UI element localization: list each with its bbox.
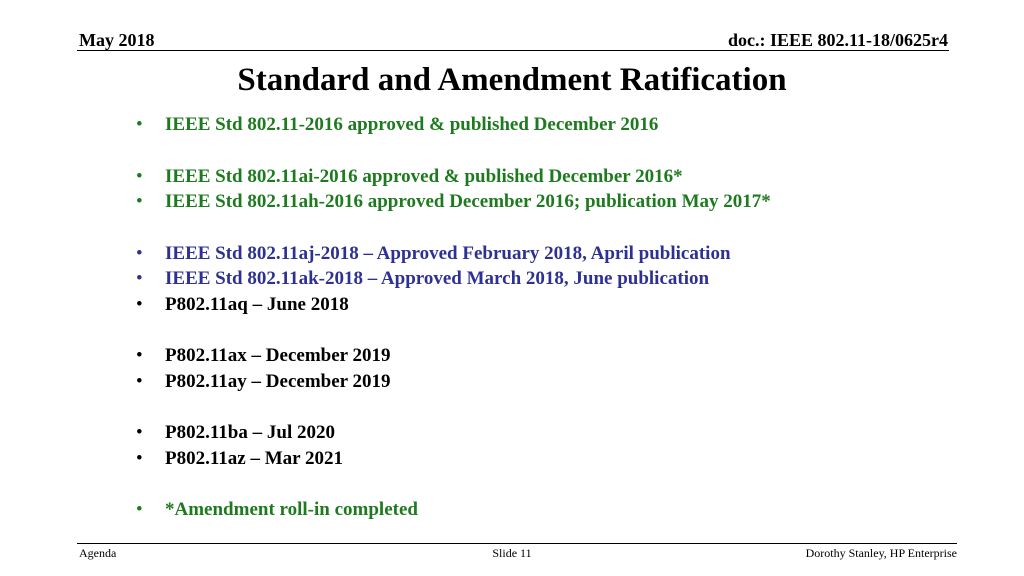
bullet-marker: • [136, 268, 143, 289]
bullet-marker: • [136, 114, 143, 135]
footer-divider [77, 543, 957, 544]
slide-title: Standard and Amendment Ratification [237, 62, 787, 98]
bullet-marker: • [136, 499, 143, 520]
footer-section: Agenda [79, 546, 117, 560]
bullet-item [136, 112, 658, 138]
header-divider [77, 50, 949, 51]
bullet-text: IEEE Std 802.11aj-2018 – Approved February 2018, April publication [165, 243, 731, 264]
bullet-item [136, 343, 391, 369]
bullet-item [136, 241, 731, 267]
bullet-text: *Amendment roll-in completed [165, 499, 418, 520]
bullet-item [136, 189, 771, 215]
bullet-marker: • [136, 345, 143, 366]
header-doc-id: doc.: IEEE 802.11-18/0625r4 [727, 30, 948, 50]
bullet-text: IEEE Std 802.11-2016 approved & published December 2016 [165, 114, 659, 135]
bullet-text: P802.11aq – June 2018 [165, 294, 349, 315]
bullet-item [136, 369, 391, 395]
footer-author: Dorothy Stanley, HP Enterprise [805, 546, 957, 560]
bullet-marker: • [136, 166, 143, 187]
bullet-text: P802.11ba – Jul 2020 [165, 422, 335, 443]
bullet-item [136, 266, 709, 292]
bullet-item [136, 420, 335, 446]
bullet-marker: • [136, 191, 143, 212]
bullet-text: IEEE Std 802.11ah-2016 approved December 2016; publication May 2017* [165, 191, 771, 212]
bullet-marker: • [136, 243, 143, 264]
header-date: May 2018 [79, 30, 155, 50]
bullet-item [136, 164, 683, 190]
bullet-text: IEEE Std 802.11ai-2016 approved & published December 2016* [165, 166, 683, 187]
bullet-marker: • [136, 371, 143, 392]
bullet-item [136, 497, 418, 523]
bullet-text: P802.11ax – December 2019 [165, 345, 391, 366]
bullet-text: P802.11az – Mar 2021 [165, 448, 344, 469]
bullet-text: P802.11ay – December 2019 [165, 371, 391, 392]
bullet-item [136, 446, 343, 472]
slide-number: Slide 11 [492, 546, 532, 560]
bullet-item [136, 292, 349, 318]
bullet-marker: • [136, 448, 143, 469]
bullet-marker: • [136, 422, 143, 443]
bullet-marker: • [136, 294, 143, 315]
bullet-text: IEEE Std 802.11ak-2018 – Approved March 2018, June publication [165, 268, 710, 289]
